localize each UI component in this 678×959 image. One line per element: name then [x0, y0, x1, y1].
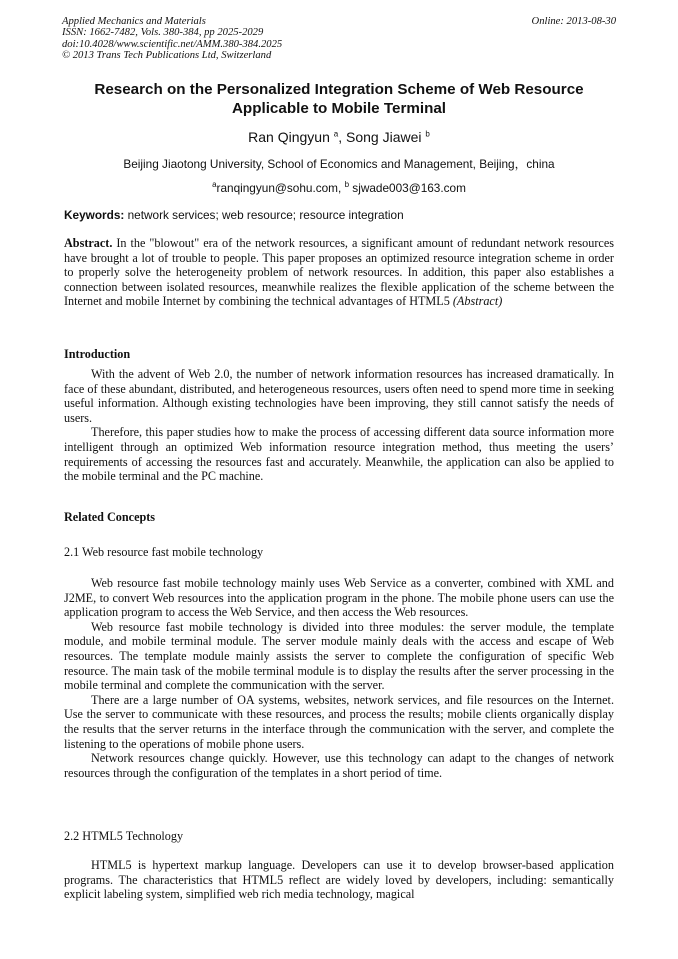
abstract-tail: (Abstract): [452, 294, 503, 309]
subsection-2-2-body: [64, 858, 614, 902]
section-2-1-paragraph-3: There are a large number of OA systems, websites, network services, and file resources on the Internet. Use the server to communicate with these resources, and process the results; mobile clients organically display the results that the server returns in the interface through the communication with the server, and complete the listening to the operations of mobile phone users.: [64, 692, 614, 751]
online-date: Online: 2013-08-30: [531, 16, 616, 27]
copyright-line: © 2013 Trans Tech Publications Ltd, Switzerland: [62, 50, 272, 62]
intro-paragraph-1: With the advent of Web 2.0, the number of network information resources has increased dramatically. In face of these abundant, distributed, and heterogeneous resources, users often need to spend more time in seeking useful information. Although existing technologies have been improving, they still cannot satisfy the needs of users.: [64, 367, 614, 425]
related-concepts-heading: Related Concepts: [64, 510, 156, 524]
abstract-label: Abstract.: [64, 236, 113, 250]
intro-paragraph-2: Therefore, this paper studies how to make the process of accessing different data source information more intelligent through an optimized Web information resource integration method, thus meeting the users’ requirements of accessing the resources fast and accurately. Meanwhile, the application can also be applied to the mobile terminal and the PC machine.: [64, 425, 614, 484]
subsection-2-2-heading: 2.2 HTML5 Technology: [64, 829, 184, 843]
subsection-2-1-heading: 2.1 Web resource fast mobile technology: [64, 545, 264, 559]
author-separator: ,: [338, 129, 346, 145]
section-2-1-paragraph-2: Web resource fast mobile technology is divided into three modules: the server module, the template module, and mobile terminal module. The server module mainly deals with the access and escape of Web resources. The template module mainly assists the server to complete the configuration of specific Web resource. The main task of the mobile terminal module is to display the results after the server processing in the mobile terminal and complete the communication with the server.: [64, 619, 614, 693]
introduction-heading: Introduction: [64, 347, 131, 361]
abstract: [64, 236, 614, 309]
journal-header: [62, 16, 616, 62]
issn-line: ISSN: 1662-7482, Vols. 380-384, pp 2025-2029: [62, 27, 264, 39]
email-b-sup: b: [344, 180, 350, 190]
introduction-body: [64, 367, 614, 484]
keywords: [64, 207, 616, 223]
author-line: [62, 128, 616, 146]
section-2-1-paragraph-1: Web resource fast mobile technology mainly uses Web Service as a converter, combined with XML and J2ME, to convert Web resources into the application program in the phone. The mobile phone users can use the application program to access the Web Service, and then access the Web resources.: [64, 576, 614, 620]
author-2: Song Jiawei: [346, 129, 422, 145]
author-1-sup: a: [333, 129, 339, 139]
email-a-sup: a: [212, 180, 217, 190]
affiliation: Beijing Jiaotong University, School of Economics and Management, Beijing，china: [123, 157, 555, 171]
title-line-2: Applicable to Mobile Terminal: [231, 100, 447, 117]
section-2-2-paragraph-1: HTML5 is hypertext markup language. Developers can use it to develop browser-based application programs. The characteristics that HTML5 reflect are widely loved by developers, including: semantically explicit labeling system, simplified web rich media technology, magical: [64, 858, 614, 902]
email-b: sjwade003@163.com: [349, 181, 466, 195]
keywords-text: network services; web resource; resource integration: [124, 208, 404, 222]
title-line-1: Research on the Personalized Integration Scheme of Web Resource: [94, 81, 584, 98]
abstract-text: In the "blowout" era of the network resources, a significant amount of redundant network resources have brought a lot of trouble to people. This paper proposes an optimized resource integration scheme in order to properly solve the heterogeneity problem of network resources. In addition, this paper also establishes a connection between isolated resources, meanwhile realizes the flexible application of the scheme between the Internet and mobile Internet by combining the technical advantages of HTML5: [64, 236, 614, 309]
author-1: Ran Qingyun: [248, 129, 330, 145]
paper-title: [62, 80, 616, 118]
journal-name: Applied Mechanics and Materials: [62, 16, 206, 27]
doi-line: doi:10.4028/www.scientific.net/AMM.380-384.2025: [62, 38, 283, 50]
keywords-label: Keywords:: [64, 208, 125, 222]
subsection-2-1-body: [64, 576, 614, 780]
author-2-sup: b: [425, 129, 430, 139]
section-2-1-paragraph-4: Network resources change quickly. However, use this technology can adapt to the changes of network resources through the configuration of the templates in a short period of time.: [64, 751, 614, 780]
email-line: [62, 180, 616, 196]
email-a: ranqingyun@sohu.com,: [216, 181, 345, 195]
